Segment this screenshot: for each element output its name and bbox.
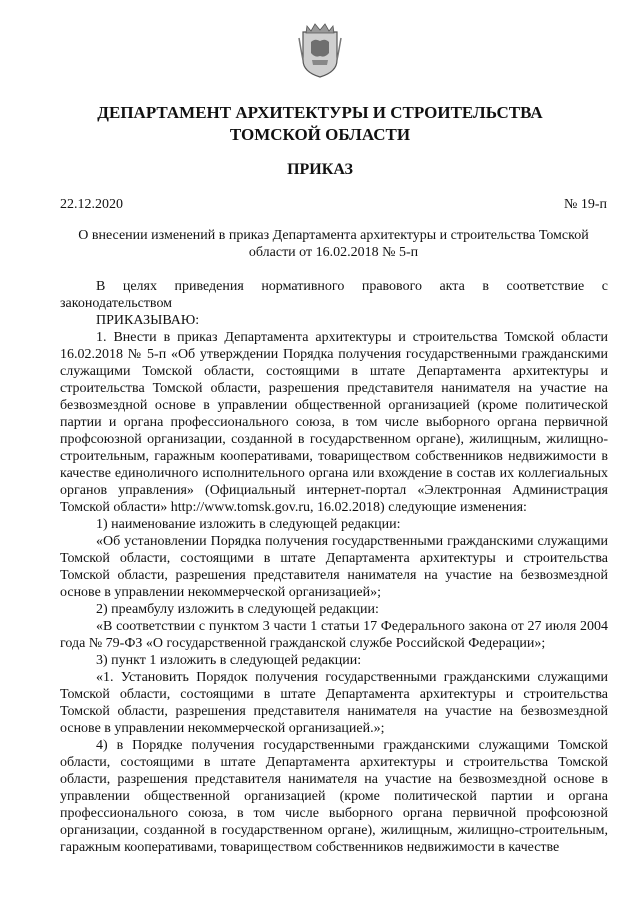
document-number: № 19-п <box>563 197 607 212</box>
document-subject: О внесении изменений в приказ Департамента архитектуры и строительства Томской области от 16.02.2018 № 5-п <box>78 228 589 260</box>
body-paragraph: 3) пункт 1 изложить в следующей редакции: <box>96 653 362 668</box>
body-paragraph: 4) в Порядке получения государственными гражданскими служащими Томской области, состоящими в штате Департамента архитектуры и строительства Томской области, разрешения представителя нанимателя на участие на безвозмездной основе в управлении общественной организацией (кроме политической партии и органа профессионального союза, в том числе выборного органа первичной профсоюзной организации, созданной в государственном органе), жилищным, жилищно-строительным, гаражным кооперативами, товариществом собственников недвижимости в качестве <box>60 738 608 855</box>
body-paragraph: 1. Внести в приказ Департамента архитектуры и строительства Томской области 16.02.2018 № 5-п «Об утверждении Порядка получения государственными гражданскими служащими Томской области, состоящими в штате Департамента архитектуры и строительства Томской области, разрешения представителя нанимателя на участие на безвозмездной основе в управлении общественной организацией (кроме политической партии и органа профессионального союза, в том числе выборного органа первичной профсоюзной организации, созданной в государственном органе), жилищным, жилищно-строительным, гаражным кооперативами, товариществом собственников недвижимости в качестве единоличного исполнительного органа или вхождение в состав их коллегиальных органов управления» (Официальный интернет-портал «Электронная Администрация Томской области» http://www.tomsk.gov.ru, 16.02.2018) следующие изменения: <box>60 330 608 515</box>
department-title-line1: ДЕПАРТАМЕНТ АРХИТЕКТУРЫ И СТРОИТЕЛЬСТВА <box>97 103 543 122</box>
department-title <box>0 102 640 146</box>
body-paragraph: 1) наименование изложить в следующей редакции: <box>96 517 401 532</box>
body-paragraph: ПРИКАЗЫВАЮ: <box>96 313 200 328</box>
department-title-line2: ТОМСКОЙ ОБЛАСТИ <box>229 125 411 144</box>
body-paragraph: «1. Установить Порядок получения государственными гражданскими служащими Томской области, состоящими в штате Департамента архитектуры и строительства Томской области, разрешения представителя нанимателя на участие на безвозмездной основе в управлении некоммерческой организацией.»; <box>60 670 608 736</box>
document-body <box>60 278 608 856</box>
document-date: 22.12.2020 <box>60 197 123 212</box>
body-paragraph: В целях приведения нормативного правового акта в соответствие с законодательством <box>60 279 608 311</box>
body-paragraph: «В соответствии с пунктом 3 части 1 статьи 17 Федерального закона от 27 июля 2004 года № 79-ФЗ «О государственной гражданской службе Российской Федерации»; <box>60 619 608 651</box>
body-paragraph: 2) преамбулу изложить в следующей редакции: <box>96 602 379 617</box>
document-type: ПРИКАЗ <box>287 161 353 178</box>
body-paragraph: «Об установлении Порядка получения государственными гражданскими служащими Томской области, состоящими в штате Департамента архитектуры и строительства Томской области, разрешения представителя нанимателя на участие на безвозмездной основе в управлении некоммерческой организацией»; <box>60 534 608 600</box>
coat-of-arms-icon <box>297 20 343 78</box>
